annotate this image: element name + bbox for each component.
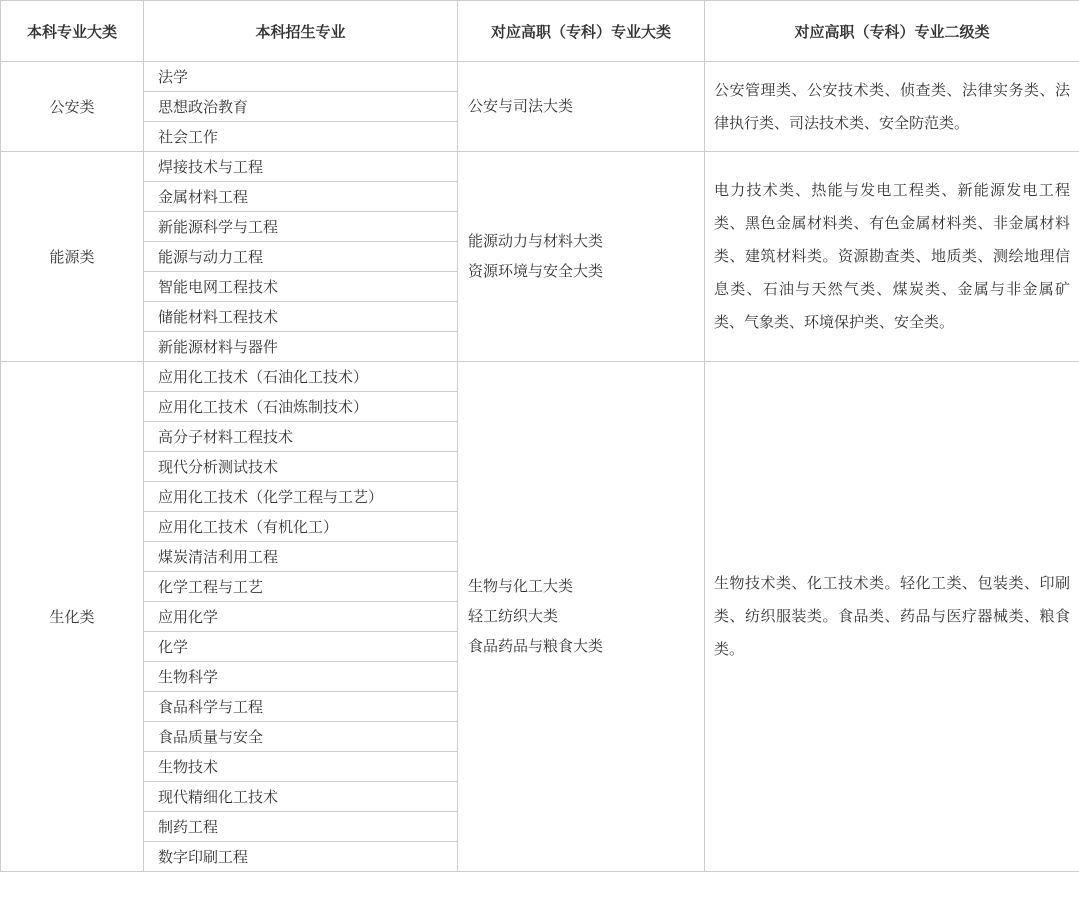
header-college-subcategory: 对应高职（专科）专业二级类 xyxy=(705,1,1079,62)
major-cell: 新能源材料与器件 xyxy=(144,332,458,362)
major-cell: 应用化工技术（石油炼制技术） xyxy=(144,392,458,422)
major-cell: 法学 xyxy=(144,62,458,92)
major-cell: 储能材料工程技术 xyxy=(144,302,458,332)
category-cell: 生化类 xyxy=(1,362,144,872)
major-cell: 化学 xyxy=(144,632,458,662)
major-cell: 数字印刷工程 xyxy=(144,842,458,872)
table-row xyxy=(1,152,1079,182)
college-category-line: 食品药品与粮食大类 xyxy=(468,637,604,655)
header-undergrad-category: 本科专业大类 xyxy=(1,1,144,62)
college-category-cell xyxy=(458,152,705,362)
major-cell: 应用化工技术（有机化工） xyxy=(144,512,458,542)
major-cell: 思想政治教育 xyxy=(144,92,458,122)
college-category-cell xyxy=(458,62,705,152)
major-cell: 现代精细化工技术 xyxy=(144,782,458,812)
category-cell: 能源类 xyxy=(1,152,144,362)
major-cell: 煤炭清洁利用工程 xyxy=(144,542,458,572)
major-cell: 新能源科学与工程 xyxy=(144,212,458,242)
table-header xyxy=(1,1,1079,62)
major-cell: 能源与动力工程 xyxy=(144,242,458,272)
major-cell: 现代分析测试技术 xyxy=(144,452,458,482)
college-category-line: 轻工纺织大类 xyxy=(468,607,559,625)
major-cell: 社会工作 xyxy=(144,122,458,152)
header-undergrad-major: 本科招生专业 xyxy=(144,1,458,62)
major-cell: 应用化学 xyxy=(144,602,458,632)
major-cell: 高分子材料工程技术 xyxy=(144,422,458,452)
college-category-line: 生物与化工大类 xyxy=(468,577,574,595)
college-category-line: 能源动力与材料大类 xyxy=(468,232,604,250)
major-cell: 智能电网工程技术 xyxy=(144,272,458,302)
major-cell: 应用化工技术（化学工程与工艺） xyxy=(144,482,458,512)
college-category-cell xyxy=(458,362,705,872)
major-cell: 焊接技术与工程 xyxy=(144,152,458,182)
table-body xyxy=(1,62,1079,872)
header-row xyxy=(1,1,1079,62)
major-cell: 生物科学 xyxy=(144,662,458,692)
category-cell: 公安类 xyxy=(1,62,144,152)
table-row xyxy=(1,362,1079,392)
major-cell: 化学工程与工艺 xyxy=(144,572,458,602)
major-cell: 食品质量与安全 xyxy=(144,722,458,752)
college-subcategory-cell: 电力技术类、热能与发电工程类、新能源发电工程类、黑色金属材料类、有色金属材料类、非金属材料类、建筑材料类。资源勘查类、地质类、测绘地理信息类、石油与天然气类、煤炭类、金属与非金属矿类、气象类、环境保护类、安全类。 xyxy=(705,152,1079,362)
major-cell: 金属材料工程 xyxy=(144,182,458,212)
college-category-line: 公安与司法大类 xyxy=(468,97,574,115)
table-row xyxy=(1,62,1079,92)
college-subcategory-cell: 公安管理类、公安技术类、侦查类、法律实务类、法律执行类、司法技术类、安全防范类。 xyxy=(705,62,1079,152)
college-category-line: 资源环境与安全大类 xyxy=(468,262,604,280)
major-cell: 食品科学与工程 xyxy=(144,692,458,722)
major-cell: 生物技术 xyxy=(144,752,458,782)
header-college-category: 对应高职（专科）专业大类 xyxy=(458,1,705,62)
college-subcategory-cell: 生物技术类、化工技术类。轻化工类、包装类、印刷类、纺织服装类。食品类、药品与医疗器械类、粮食类。 xyxy=(705,362,1079,872)
major-cell: 应用化工技术（石油化工技术） xyxy=(144,362,458,392)
major-cell: 制药工程 xyxy=(144,812,458,842)
